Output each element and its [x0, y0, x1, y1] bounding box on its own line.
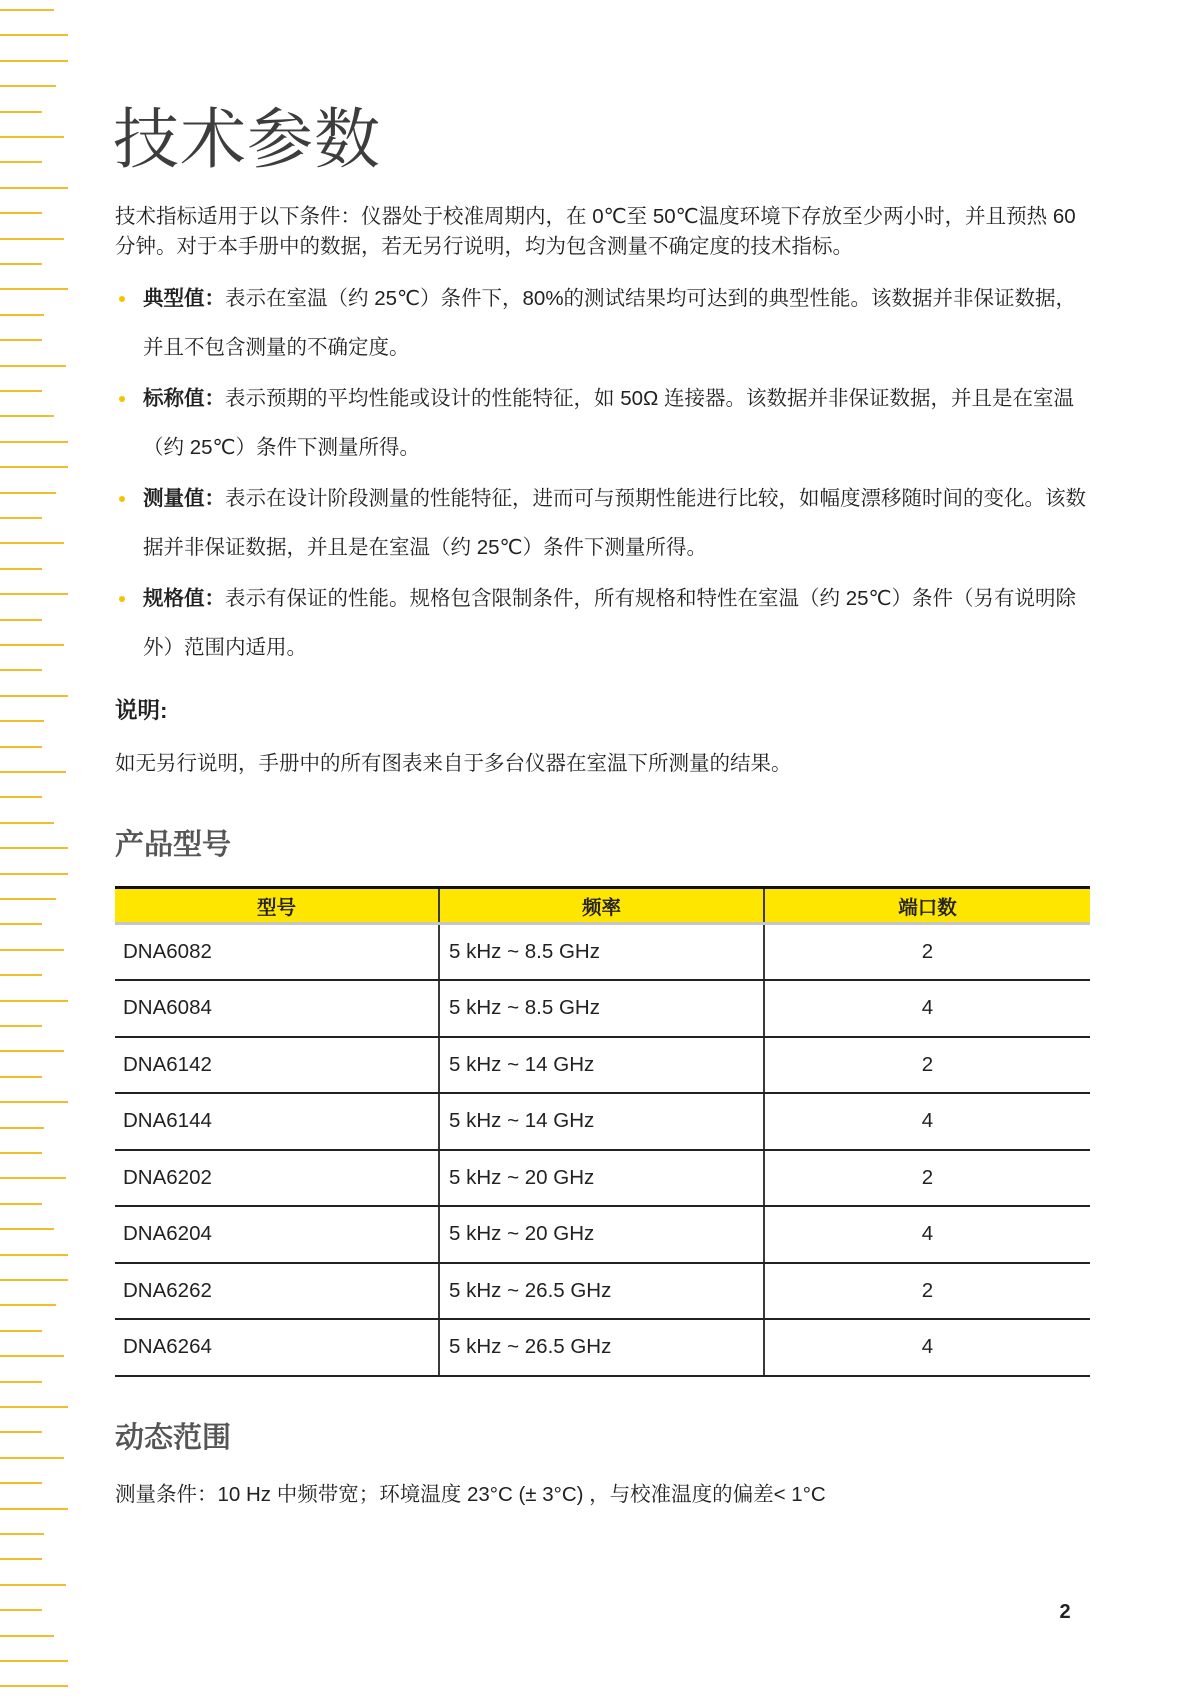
page-title: 技术参数: [113, 102, 381, 176]
frequency-cell: 5 kHz ~ 20 GHz: [439, 1206, 764, 1263]
margin-stripe: [0, 1457, 64, 1459]
bullet-dot: [119, 596, 125, 602]
dynamic-range-heading: 动态范围: [115, 1422, 232, 1454]
margin-stripe: [0, 1254, 68, 1256]
table-row: [115, 1093, 1090, 1150]
margin-stripe: [0, 1533, 44, 1535]
table-row: [115, 980, 1090, 1037]
ports-cell: 4: [764, 1206, 1090, 1263]
margin-stripe: [0, 1304, 56, 1306]
model-cell: DNA6202: [115, 1150, 439, 1207]
bullet-term: 测量值：: [143, 487, 225, 510]
margin-stripe: [0, 466, 68, 468]
margin-stripe: [0, 9, 54, 11]
margin-stripe: [0, 949, 64, 951]
frequency-cell: 5 kHz ~ 14 GHz: [439, 1093, 764, 1150]
margin-stripe: [0, 822, 54, 824]
ports-cell: 2: [764, 924, 1090, 981]
bullet-item-typical: [115, 274, 1090, 372]
margin-stripe: [0, 161, 42, 163]
margin-stripe: [0, 1355, 64, 1357]
margin-stripe: [0, 111, 42, 113]
intro-paragraph: 技术指标适用于以下条件：仪器处于校准周期内，在 0℃至 50℃温度环境下存放至少两小时，并且预热 60 分钟。对于本手册中的数据，若无另行说明，均为包含测量不确定度的技术指标。: [115, 205, 1076, 258]
table-row: [115, 1263, 1090, 1320]
margin-stripe: [0, 415, 54, 417]
ports-cell: 2: [764, 1150, 1090, 1207]
product-models-table: [115, 886, 1090, 1377]
table-row: [115, 1037, 1090, 1094]
table-row: [115, 1206, 1090, 1263]
ports-cell: 4: [764, 1319, 1090, 1376]
margin-stripe: [0, 85, 56, 87]
table-row: [115, 1150, 1090, 1207]
margin-stripes-decoration: [0, 0, 72, 1696]
margin-stripe: [0, 517, 42, 519]
margin-stripe: [0, 1203, 42, 1205]
bullet-term: 典型值：: [143, 287, 225, 310]
frequency-cell: 5 kHz ~ 26.5 GHz: [439, 1263, 764, 1320]
margin-stripe: [0, 847, 68, 849]
margin-stripe: [0, 1050, 64, 1052]
margin-stripe: [0, 746, 42, 748]
margin-stripe: [0, 1431, 42, 1433]
bullet-dot: [119, 396, 125, 402]
bullet-text: 表示在设计阶段测量的性能特征，进而可与预期性能进行比较，如幅度漂移随时间的变化。该数据并非保证数据，并且是在室温（约 25℃）条件下测量所得。: [143, 487, 1086, 559]
margin-stripe: [0, 187, 68, 189]
column-header-ports: 端口数: [764, 888, 1090, 924]
model-cell: DNA6084: [115, 980, 439, 1037]
margin-stripe: [0, 339, 42, 341]
margin-stripe: [0, 1025, 42, 1027]
column-header-model: 型号: [115, 888, 439, 924]
margin-stripe: [0, 619, 42, 621]
model-cell: DNA6144: [115, 1093, 439, 1150]
margin-stripe: [0, 873, 68, 875]
ports-cell: 2: [764, 1037, 1090, 1094]
margin-stripe: [0, 1101, 68, 1103]
column-header-frequency: 频率: [439, 888, 764, 924]
ports-cell: 4: [764, 980, 1090, 1037]
bullet-dot: [119, 496, 125, 502]
margin-stripe: [0, 1279, 68, 1281]
frequency-cell: 5 kHz ~ 14 GHz: [439, 1037, 764, 1094]
margin-stripe: [0, 1609, 42, 1611]
model-cell: DNA6264: [115, 1319, 439, 1376]
margin-stripe: [0, 1558, 42, 1560]
margin-stripe: [0, 365, 66, 367]
margin-stripe: [0, 644, 64, 646]
margin-stripe: [0, 441, 68, 443]
margin-stripe: [0, 796, 42, 798]
bullet-item-measured: [115, 474, 1090, 572]
margin-stripe: [0, 898, 56, 900]
margin-stripe: [0, 1177, 66, 1179]
margin-stripe: [0, 60, 68, 62]
margin-stripe: [0, 720, 44, 722]
margin-stripe: [0, 568, 42, 570]
margin-stripe: [0, 238, 64, 240]
page-number: 2: [1059, 1601, 1071, 1623]
bullet-item-nominal: [115, 374, 1090, 472]
margin-stripe: [0, 314, 44, 316]
margin-stripe: [0, 1508, 68, 1510]
margin-stripe: [0, 1482, 42, 1484]
margin-stripe: [0, 1685, 68, 1687]
model-cell: DNA6262: [115, 1263, 439, 1320]
table-header-row: [115, 888, 1090, 924]
margin-stripe: [0, 923, 42, 925]
margin-stripe: [0, 390, 42, 392]
margin-stripe: [0, 1228, 54, 1230]
margin-stripe: [0, 212, 42, 214]
table-row: [115, 1319, 1090, 1376]
margin-stripe: [0, 263, 42, 265]
table-row: [115, 924, 1090, 981]
margin-stripe: [0, 695, 68, 697]
margin-stripe: [0, 1584, 66, 1586]
ports-cell: 4: [764, 1093, 1090, 1150]
frequency-cell: 5 kHz ~ 26.5 GHz: [439, 1319, 764, 1376]
margin-stripe: [0, 1406, 68, 1408]
margin-stripe: [0, 593, 68, 595]
bullet-item-specification: [115, 574, 1090, 672]
bullet-term: 标称值：: [143, 387, 225, 410]
note-text: 如无另行说明，手册中的所有图表来自于多台仪器在室温下所测量的结果。: [115, 752, 792, 775]
definition-list: [115, 274, 1090, 674]
note-label: 说明:: [115, 698, 168, 723]
margin-stripe: [0, 1152, 42, 1154]
margin-stripe: [0, 288, 68, 290]
margin-stripe: [0, 1660, 68, 1662]
margin-stripe: [0, 542, 64, 544]
model-cell: DNA6204: [115, 1206, 439, 1263]
margin-stripe: [0, 1000, 68, 1002]
margin-stripe: [0, 136, 64, 138]
model-cell: DNA6142: [115, 1037, 439, 1094]
bullet-text: 表示在室温（约 25℃）条件下，80%的测试结果均可达到的典型性能。该数据并非保证数据，并且不包含测量的不确定度。: [143, 287, 1077, 359]
margin-stripe: [0, 974, 42, 976]
margin-stripe: [0, 1127, 44, 1129]
margin-stripe: [0, 1330, 42, 1332]
bullet-term: 规格值：: [143, 587, 225, 610]
bullet-text: 表示有保证的性能。规格包含限制条件，所有规格和特性在室温（约 25℃）条件（另有说明除外）范围内适用。: [143, 587, 1077, 659]
bullet-text: 表示预期的平均性能或设计的性能特征，如 50Ω 连接器。该数据并非保证数据，并且是在室温（约 25℃）条件下测量所得。: [143, 387, 1075, 459]
frequency-cell: 5 kHz ~ 20 GHz: [439, 1150, 764, 1207]
margin-stripe: [0, 1635, 54, 1637]
margin-stripe: [0, 492, 56, 494]
model-cell: DNA6082: [115, 924, 439, 981]
measurement-conditions: 测量条件：10 Hz 中频带宽；环境温度 23°C (± 3°C) ，与校准温度的偏差< 1°C: [115, 1483, 826, 1506]
frequency-cell: 5 kHz ~ 8.5 GHz: [439, 924, 764, 981]
ports-cell: 2: [764, 1263, 1090, 1320]
product-models-heading: 产品型号: [115, 829, 232, 861]
margin-stripe: [0, 34, 68, 36]
bullet-dot: [119, 296, 125, 302]
margin-stripe: [0, 669, 42, 671]
frequency-cell: 5 kHz ~ 8.5 GHz: [439, 980, 764, 1037]
margin-stripe: [0, 1381, 42, 1383]
margin-stripe: [0, 1076, 42, 1078]
margin-stripe: [0, 771, 66, 773]
